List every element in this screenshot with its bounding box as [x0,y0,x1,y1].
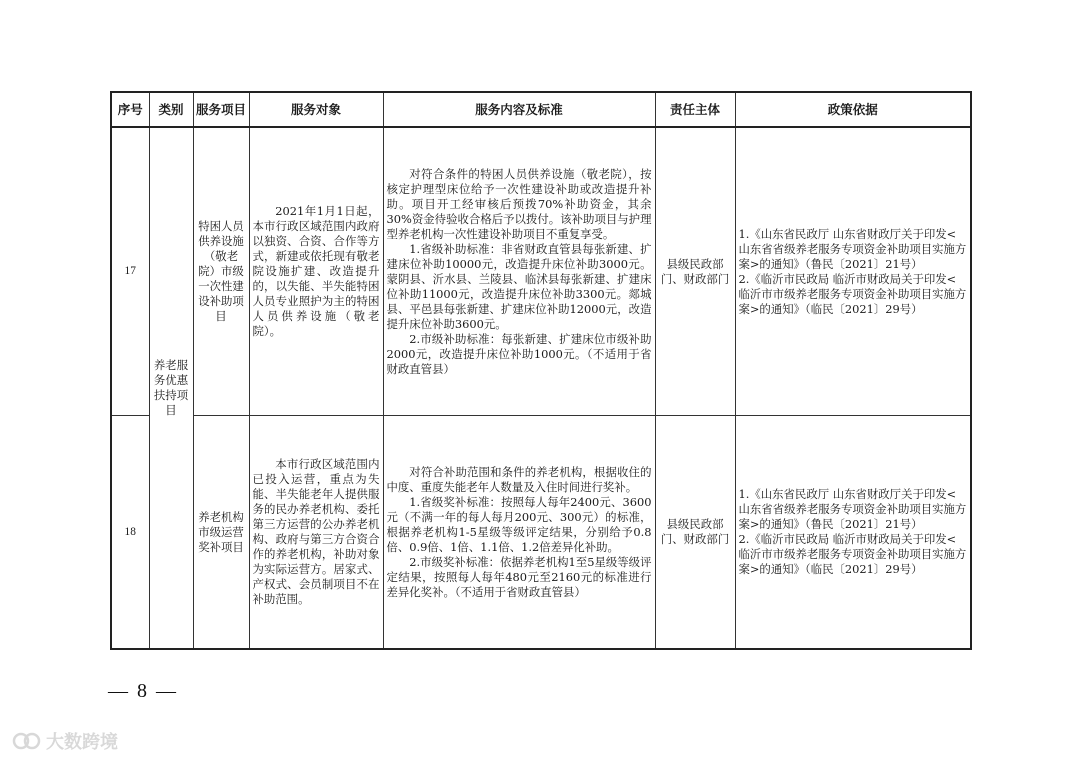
row-basis [735,127,971,416]
content-paragraph: 1.省级补助标准：非省财政直管县每张新建、扩建床位补助10000元，改造提升床位补助3000元。蒙阴县、沂水县、兰陵县、临沭县每张新建、扩建床位补助11000元，改造提升床位补助3300元。郯城县、平邑县每张新建、扩建床位补助12000元，改造提升床位补助3600元。 [386,241,652,331]
content-paragraph: 2.市级奖补标准：依据养老机构1至5星级等级评定结果，按照每人每年480元至2160元的标准进行差异化奖补。（不适用于省财政直管县） [386,554,652,599]
table-header-row [111,92,971,127]
row-target [249,127,383,416]
row-item: 养老机构市级运营奖补项目 [193,416,249,650]
watermark [12,728,118,754]
watermark-logo-icon [12,730,42,752]
basis-text: 1.《山东省民政厅 山东省财政厅关于印发<山东省省级养老服务专项资金补助项目实施方案>的通知》（鲁民〔2021〕21号） 2.《临沂市民政局 临沂市财政局关于印发<临沂市市级养老服务专项资金补助项目实施方案>的通知》（临民〔2021〕29号） [738,487,967,576]
row-item: 特困人员供养设施（敬老院）市级一次性建设补助项目 [193,127,249,416]
row-owner: 县级民政部门、财政部门 [655,416,735,650]
header-seq: 序号 [111,92,149,127]
watermark-text: 大数跨境 [46,732,118,753]
policy-table [110,91,972,650]
header-basis: 政策依据 [735,92,971,127]
header-target: 服务对象 [249,92,383,127]
content-paragraph: 对符合补助范围和条件的养老机构，根据收住的中度、重度失能老年人数量及入住时间进行奖补。 [386,464,652,494]
table-row [111,416,971,650]
row-category: 养老服务优惠扶持项目 [149,127,193,649]
row-basis [735,416,971,650]
basis-text: 1.《山东省民政厅 山东省财政厅关于印发<山东省省级养老服务专项资金补助项目实施方案>的通知》（鲁民〔2021〕21号） 2.《临沂市民政局 临沂市财政局关于印发<临沂市市级养老服务专项资金补助项目实施方案>的通知》（临民〔2021〕29号） [738,226,967,316]
header-owner: 责任主体 [655,92,735,127]
header-item: 服务项目 [193,92,249,127]
header-category: 类别 [149,92,193,127]
content-paragraph: 2.市级补助标准：每张新建、扩建床位市级补助2000元，改造提升床位补助1000元。（不适用于省财政直管县） [386,331,652,376]
content-paragraph: 1.省级奖补标准：按照每人每年2400元、3600元（不满一年的每人每月200元、300元）的标准，根据养老机构1-5星级等级评定结果，分别给予0.8倍、0.9倍、1倍、1.1倍、1.2倍差异化补助。 [386,494,652,554]
target-text: 2021年1月1日起，本市行政区域范围内政府以独资、合资、合作等方式，新建或依托现有敬老院设施扩建、改造提升的，以失能、半失能特困人员专业照护为主的特困人员供养设施（敬老院）。 [252,204,380,338]
content-paragraph: 对符合条件的特困人员供养设施（敬老院），按核定护理型床位给予一次性建设补助或改造提升补助。项目开工经审核后预拨70%补助资金，其余30%资金待验收合格后予以拨付。该补助项目与护理型养老机构一次性建设补助项目不重复享受。 [386,166,652,241]
header-content: 服务内容及标准 [383,92,655,127]
row-seq: 17 [111,127,149,416]
row-seq: 18 [111,416,149,650]
row-content [383,416,655,650]
table-row [111,127,971,416]
row-owner: 县级民政部门、财政部门 [655,127,735,416]
target-text: 本市行政区域范围内已投入运营，重点为失能、半失能老年人提供服务的民办养老机构、委托第三方运营的公办养老机构、政府与第三方合资合作的养老机构，补助对象为实际运营方。居家式、产权式、会员制项目不在补助范围。 [252,457,380,606]
page-number: — 8 — [108,680,178,702]
row-content [383,127,655,416]
row-target [249,416,383,650]
